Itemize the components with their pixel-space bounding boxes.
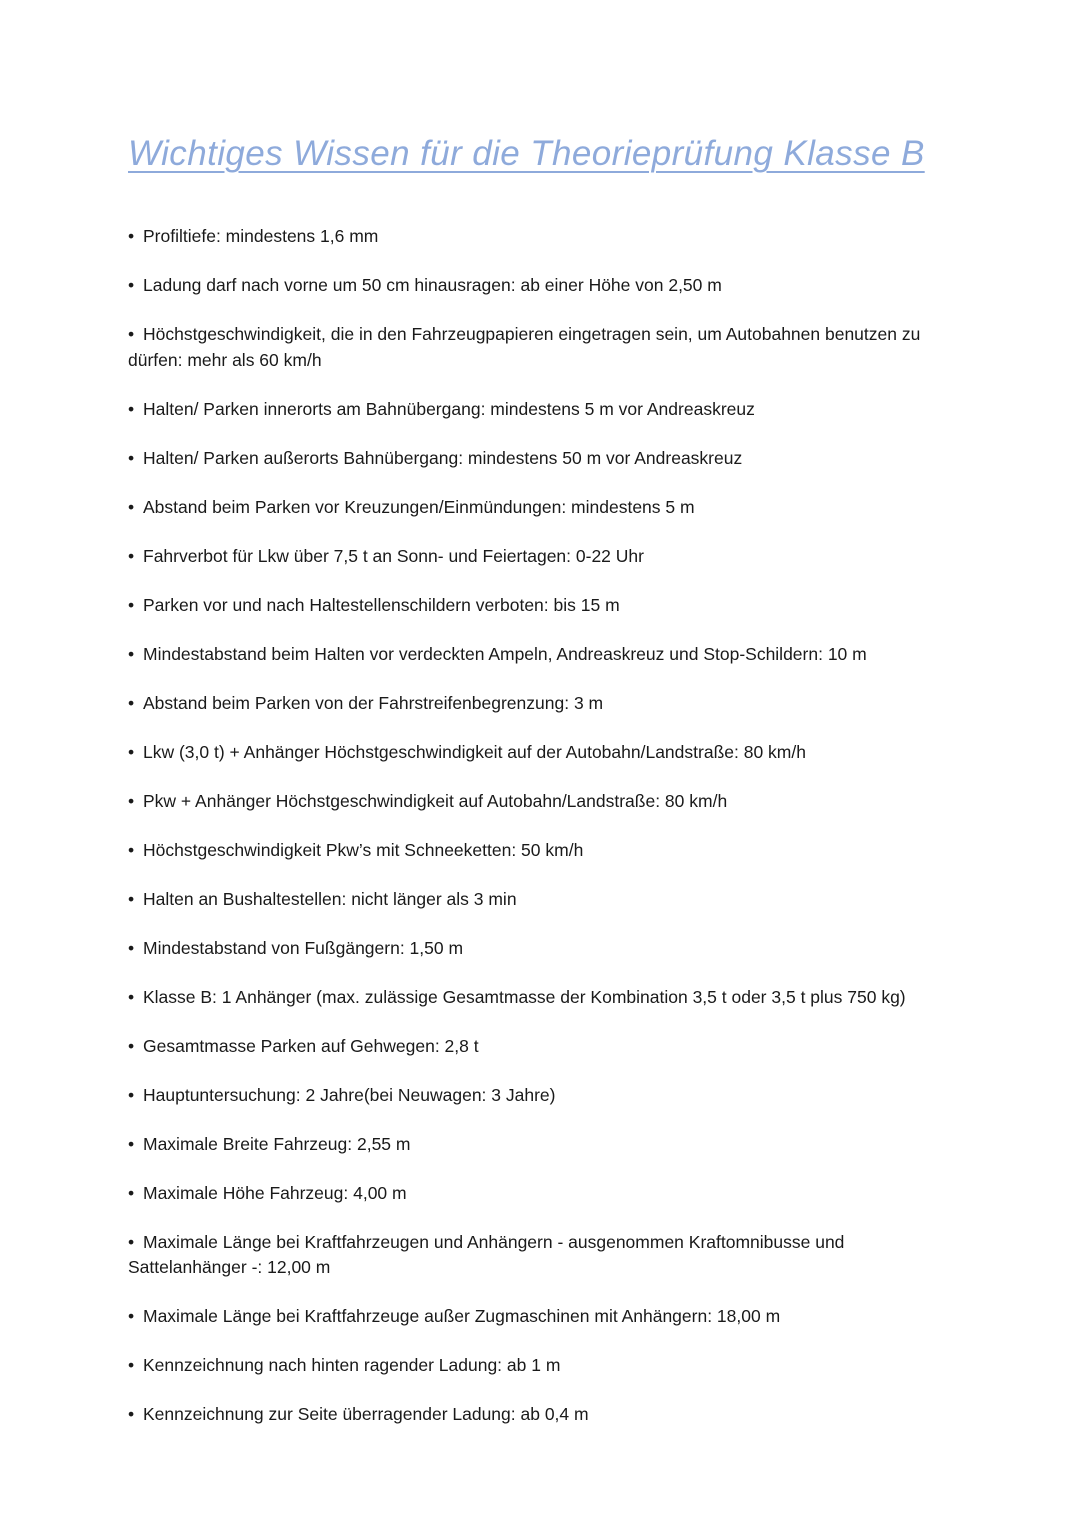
list-item-text: Maximale Länge bei Kraftfahrzeugen und Anhängern - ausgenommen Kraftomnibusse und Sattelanhänger -: 12,00 m — [128, 1231, 845, 1277]
list-item-text: Klasse B: 1 Anhänger (max. zulässige Gesamtmasse der Kombination 3,5 t oder 3,5 t plus 750 kg) — [143, 986, 906, 1007]
bullet-icon: • — [128, 790, 135, 811]
list-item-text: Halten an Bushaltestellen: nicht länger als 3 min — [143, 888, 517, 909]
list-item — [128, 1083, 948, 1109]
bullet-icon: • — [128, 594, 135, 615]
fact-list — [128, 224, 948, 1451]
bullet-icon: • — [128, 937, 135, 958]
list-item — [128, 887, 948, 913]
bullet-icon: • — [128, 888, 135, 909]
bullet-icon: • — [128, 643, 135, 664]
bullet-icon: • — [128, 839, 135, 860]
bullet-icon: • — [128, 447, 135, 468]
list-item-text: Höchstgeschwindigkeit Pkw’s mit Schneeketten: 50 km/h — [143, 839, 584, 860]
list-item-text: Abstand beim Parken vor Kreuzungen/Einmündungen: mindestens 5 m — [143, 496, 695, 517]
bullet-icon: • — [128, 324, 135, 344]
list-item-text: Pkw + Anhänger Höchstgeschwindigkeit auf Autobahn/Landstraße: 80 km/h — [143, 790, 728, 811]
list-item-text: Maximale Breite Fahrzeug: 2,55 m — [143, 1133, 411, 1154]
list-item-text: Profiltiefe: mindestens 1,6 mm — [143, 226, 379, 246]
list-item-text: Abstand beim Parken von der Fahrstreifenbegrenzung: 3 m — [143, 692, 604, 713]
bullet-icon: • — [128, 226, 135, 246]
list-item — [128, 1181, 948, 1207]
list-item — [128, 740, 948, 766]
list-item-text: Maximale Höhe Fahrzeug: 4,00 m — [143, 1182, 407, 1203]
bullet-icon: • — [128, 692, 135, 713]
list-item-text: Halten/ Parken außerorts Bahnübergang: mindestens 50 m vor Andreaskreuz — [143, 447, 743, 468]
list-item — [128, 789, 948, 815]
bullet-icon: • — [128, 986, 135, 1007]
list-item-text: Fahrverbot für Lkw über 7,5 t an Sonn- und Feiertagen: 0-22 Uhr — [143, 545, 644, 566]
bullet-icon: • — [128, 1355, 135, 1375]
list-item-text: Parken vor und nach Haltestellenschildern verboten: bis 15 m — [143, 594, 620, 615]
list-item — [128, 985, 948, 1011]
list-item — [128, 1304, 948, 1330]
list-item — [128, 1034, 948, 1060]
list-item — [128, 936, 948, 962]
list-item — [128, 322, 948, 373]
list-item-text: Halten/ Parken innerorts am Bahnübergang: mindestens 5 m vor Andreaskreuz — [143, 398, 755, 419]
bullet-icon: • — [128, 741, 135, 762]
bullet-icon: • — [128, 1231, 135, 1252]
list-item — [128, 495, 948, 521]
bullet-icon: • — [128, 275, 135, 295]
list-item-text: Mindestabstand von Fußgängern: 1,50 m — [143, 937, 464, 958]
list-item-text: Ladung darf nach vorne um 50 cm hinausragen: ab einer Höhe von 2,50 m — [143, 275, 722, 295]
bullet-icon: • — [128, 1404, 135, 1424]
bullet-icon: • — [128, 398, 135, 419]
bullet-icon: • — [128, 1133, 135, 1154]
bullet-icon: • — [128, 545, 135, 566]
bullet-icon: • — [128, 1084, 135, 1105]
list-item — [128, 642, 948, 668]
list-item-text: Mindestabstand beim Halten vor verdeckten Ampeln, Andreaskreuz und Stop-Schildern: 10 m — [143, 643, 867, 664]
list-item-text: Kennzeichnung zur Seite überragender Ladung: ab 0,4 m — [143, 1404, 589, 1424]
list-item — [128, 1353, 948, 1379]
bullet-icon: • — [128, 1306, 135, 1326]
list-item-text: Hauptuntersuchung: 2 Jahre(bei Neuwagen: 3 Jahre) — [143, 1084, 556, 1105]
list-item-text: Lkw (3,0 t) + Anhänger Höchstgeschwindigkeit auf der Autobahn/Landstraße: 80 km/h — [143, 741, 806, 762]
list-item — [128, 1132, 948, 1158]
bullet-icon: • — [128, 1035, 135, 1056]
list-item — [128, 838, 948, 864]
list-item — [128, 446, 948, 472]
list-item-text: Maximale Länge bei Kraftfahrzeuge außer Zugmaschinen mit Anhängern: 18,00 m — [143, 1306, 781, 1326]
list-item — [128, 593, 948, 619]
bullet-icon: • — [128, 496, 135, 517]
list-item — [128, 691, 948, 717]
list-item-text: Kennzeichnung nach hinten ragender Ladung: ab 1 m — [143, 1355, 561, 1375]
document-title: Wichtiges Wissen für die Theorieprüfung Klasse B — [128, 134, 925, 173]
list-item-text: Höchstgeschwindigkeit, die in den Fahrzeugpapieren eingetragen sein, um Autobahnen benutzen zu dürfen: mehr als 60 km/h — [128, 324, 921, 370]
list-item — [128, 1230, 948, 1281]
list-item — [128, 544, 948, 570]
list-item — [128, 1402, 948, 1428]
list-item — [128, 224, 948, 250]
bullet-icon: • — [128, 1182, 135, 1203]
list-item — [128, 397, 948, 423]
list-item-text: Gesamtmasse Parken auf Gehwegen: 2,8 t — [143, 1035, 479, 1056]
list-item — [128, 273, 948, 299]
